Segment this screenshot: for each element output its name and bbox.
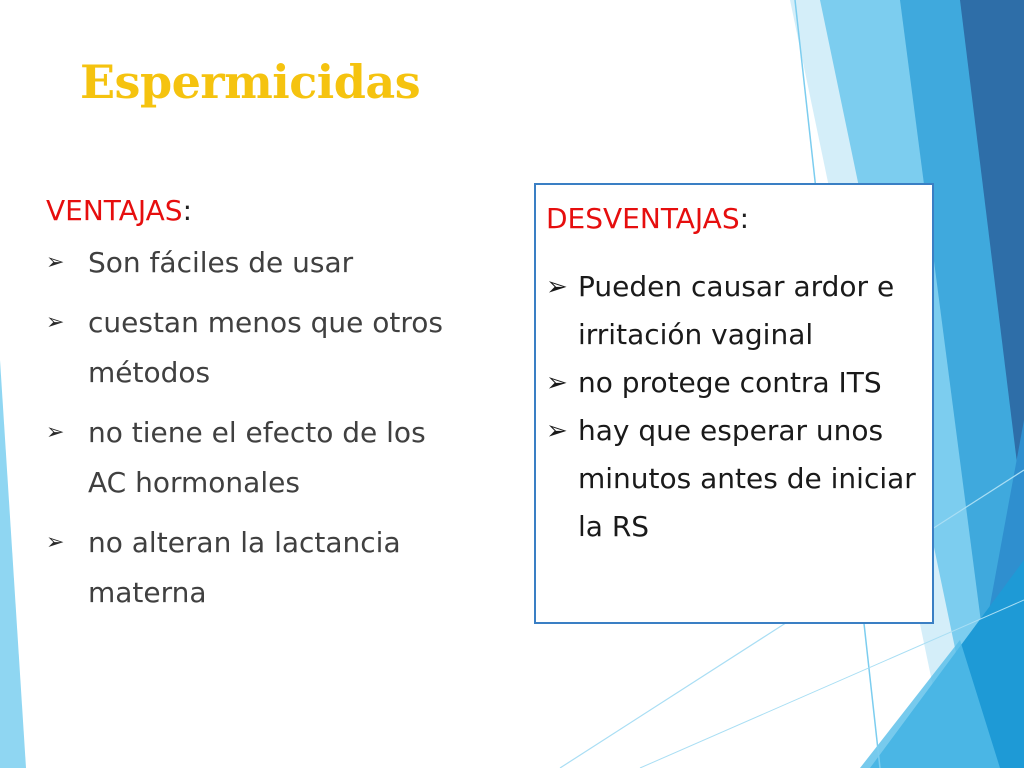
ventajas-item-text: no tiene el efecto de los AC hormonales [88, 416, 426, 499]
ventajas-list-item [46, 518, 466, 618]
desventajas-list [546, 263, 920, 551]
desventajas-item-text: Pueden causar ardor e irritación vaginal [578, 270, 895, 351]
ventajas-item-text: Son fáciles de usar [88, 246, 354, 279]
desventajas-list-item [546, 263, 920, 359]
ventajas-heading [46, 186, 466, 236]
arrowhead-bullet-icon: ➢ [46, 530, 65, 555]
desventajas-item-text: no protege contra ITS [578, 366, 882, 399]
arrowhead-bullet-icon: ➢ [546, 416, 568, 446]
ventajas-heading-label: VENTAJAS [46, 194, 183, 227]
slide-title: Espermicidas [80, 55, 421, 109]
arrowhead-bullet-icon: ➢ [546, 272, 568, 302]
desventajas-list-item [546, 359, 920, 407]
desventajas-heading-colon: : [739, 202, 750, 235]
desventajas-list-item [546, 407, 920, 551]
ventajas-section [46, 186, 466, 628]
arrowhead-bullet-icon: ➢ [46, 310, 65, 335]
arrowhead-bullet-icon: ➢ [46, 250, 65, 275]
left-edge-stripe [0, 360, 26, 768]
desventajas-box [534, 183, 934, 624]
ventajas-heading-colon: : [182, 194, 193, 227]
ventajas-item-text: cuestan menos que otros métodos [88, 306, 443, 389]
ventajas-list [46, 238, 466, 618]
ventajas-item-text: no alteran la lactancia materna [88, 526, 401, 609]
arrowhead-bullet-icon: ➢ [546, 368, 568, 398]
arrowhead-bullet-icon: ➢ [46, 420, 65, 445]
desventajas-heading [546, 197, 920, 241]
ventajas-list-item [46, 298, 466, 398]
ventajas-list-item [46, 238, 466, 288]
desventajas-heading-label: DESVENTAJAS [546, 202, 740, 235]
desventajas-item-text: hay que esperar unos minutos antes de iniciar la RS [578, 414, 916, 543]
ventajas-list-item [46, 408, 466, 508]
